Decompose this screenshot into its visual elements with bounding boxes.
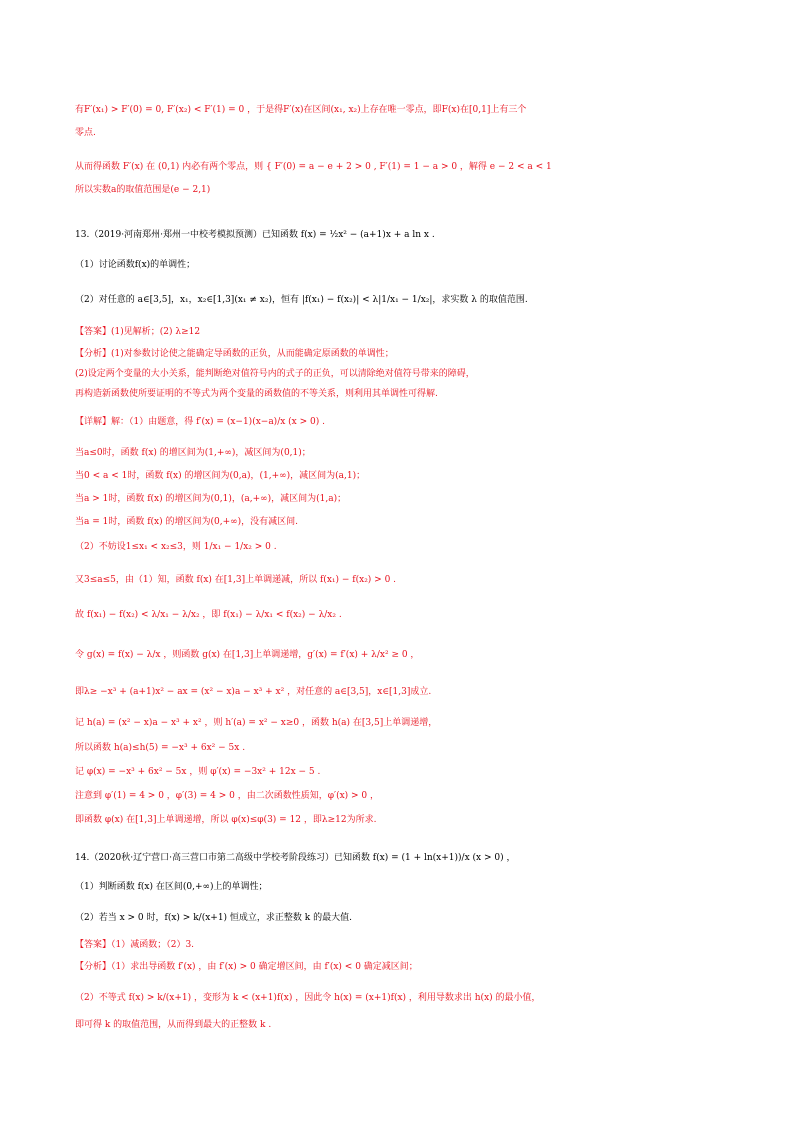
problem13-detail-14: 注意到 φ′(1) = 4 > 0 ，φ′(3) = 4 > 0 ，由二次函数性质知，φ′(x) > 0 ， <box>75 791 380 801</box>
problem13-part1: （1）讨论函数f(x)的单调性； <box>75 260 196 270</box>
problem14-part2: （2）若当 x > 0 时，f(x) > k/(x+1) 恒成立，求正整数 k 的最大值. <box>75 913 352 923</box>
problem13-detail-10: 即λ≥ −x³ + (a+1)x² − ax = (x² − x)a − x³ + x² ，对任意的 a∈[3,5]，x∈[1,3]成立. <box>75 687 432 697</box>
problem13-detail-15: 即函数 φ(x) 在[1,3]上单调递增，所以 φ(x)≤φ(3) = 12 ，即λ≥12为所求. <box>75 815 377 825</box>
problem13-detail-9: 令 g(x) = f(x) − λ/x ，则函数 g(x) 在[1,3]上单调递增，g′(x) = f′(x) + λ/x² ≥ 0 ， <box>75 650 420 660</box>
problem13-detail-11: 记 h(a) = (x² − x)a − x³ + x² ，则 h′(a) = x² − x≥0 ，函数 h(a) 在[3,5]上单调递增， <box>75 718 438 728</box>
problem13-detail-7: 又3≤a≤5，由（1）知，函数 f(x) 在[1,3]上单调递减，所以 f(x₁) − f(x₂) > 0 . <box>75 575 397 585</box>
problem13-answer: 【答案】(1)见解析；(2) λ≥12 <box>75 327 201 337</box>
prev-solution-line-4: 所以实数a的取值范围是(e − 2,1) <box>75 185 211 195</box>
problem14-analysis-2: （2）不等式 f(x) > k/(x+1) ，变形为 k < (x+1)f(x) ，因此令 h(x) = (x+1)f(x) ，利用导数求出 h(x) 的最小值， <box>75 993 541 1003</box>
problem13-detail-6: （2）不妨设1≤x₁ < x₂≤3，则 1/x₁ − 1/x₂ > 0 . <box>75 542 277 552</box>
problem14-answer: 【答案】（1）减函数；（2）3. <box>75 940 195 950</box>
problem13-detail-12: 所以函数 h(a)≤h(5) = −x³ + 6x² − 5x . <box>75 743 246 753</box>
problem13-stem: 13.（2019·河南郑州·郑州一中校考模拟预测）已知函数 f(x) = ½x² − (a+1)x + a ln x . <box>75 230 435 240</box>
problem13-detail-1: 【详解】解：（1）由题意，得 f′(x) = (x−1)(x−a)/x (x > 0) . <box>75 417 325 427</box>
problem13-detail-2: 当a≤0时，函数 f(x) 的增区间为(1,+∞)，减区间为(0,1)； <box>75 448 311 458</box>
problem13-analysis-3: 再构造新函数使所要证明的不等式为两个变量的函数值的不等关系，则利用其单调性可得解. <box>75 389 438 399</box>
prev-solution-line-1: 有F′(x₁) > F′(0) = 0, F′(x₂) < F′(1) = 0 ，于是得F′(x)在区间(x₁, x₂)上存在唯一零点，即F(x)在[0,1]上有三个 <box>75 105 527 115</box>
problem14-analysis-1: 【分析】（1）求出导函数 f′(x) ，由 f′(x) > 0 确定增区间，由 f′(x) < 0 确定减区间； <box>75 962 418 972</box>
problem13-detail-5: 当a = 1时，函数 f(x) 的增区间为(0,+∞)，没有减区间. <box>75 517 299 527</box>
prev-solution-line-2: 零点. <box>75 128 96 138</box>
problem14-stem: 14.（2020秋·辽宁营口·高三营口市第二高级中学校考阶段练习）已知函数 f(x) = (1 + ln(x+1))/x (x > 0) ， <box>75 853 516 863</box>
problem13-analysis-1: 【分析】(1)对参数讨论使之能确定导函数的正负，从而能确定原函数的单调性； <box>75 349 394 359</box>
problem13-detail-3: 当0 < a < 1时，函数 f(x) 的增区间为(0,a)，(1,+∞)，减区间为(a,1)； <box>75 471 366 481</box>
problem13-analysis-2: (2)设定两个变量的大小关系，能判断绝对值符号内的式子的正负，可以清除绝对值符号带来的障碍， <box>75 369 475 379</box>
problem14-part1: （1）判断函数 f(x) 在区间(0,+∞)上的单调性； <box>75 882 268 892</box>
problem13-part2: （2）对任意的 a∈[3,5]，x₁，x₂∈[1,3](x₁ ≠ x₂)，恒有 |f(x₁) − f(x₂)| < λ|1/x₁ − 1/x₂|，求实数 λ 的取值范围. <box>75 295 528 305</box>
problem13-detail-4: 当a > 1时，函数 f(x) 的增区间为(0,1)，(a,+∞)，减区间为(1,a)； <box>75 494 347 504</box>
problem13-detail-8: 故 f(x₁) − f(x₂) < λ/x₁ − λ/x₂ ，即 f(x₁) − λ/x₁ < f(x₂) − λ/x₂ . <box>75 610 342 620</box>
prev-solution-line-3: 从而得函数 F′(x) 在 (0,1) 内必有两个零点，则 { F′(0) = a − e + 2 > 0 , F′(1) = 1 − a > 0 ，解得 e − 2 < a < 1 <box>75 162 552 172</box>
problem14-analysis-3: 即可得 k 的取值范围，从而得到最大的正整数 k . <box>75 1020 272 1030</box>
problem13-detail-13: 记 φ(x) = −x³ + 6x² − 5x ，则 φ′(x) = −3x² + 12x − 5 . <box>75 767 321 777</box>
